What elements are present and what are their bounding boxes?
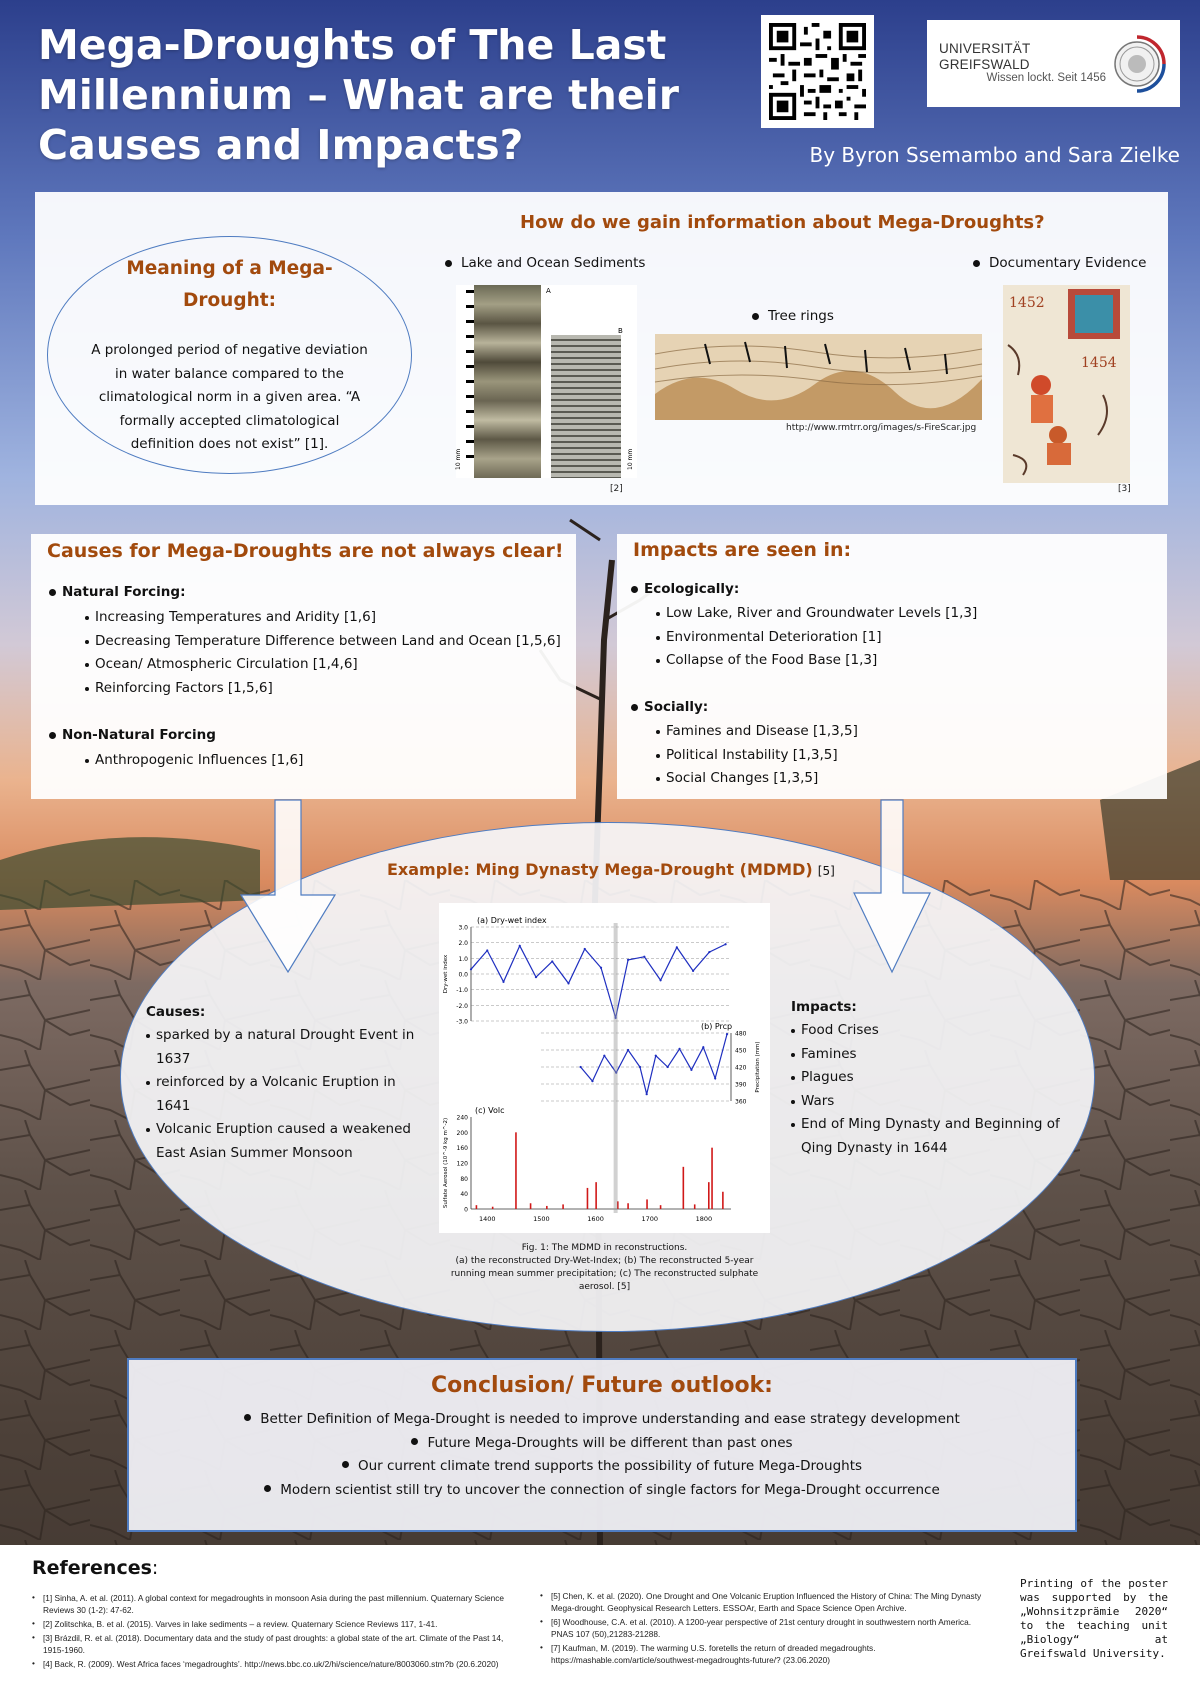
conclusion-title: Conclusion/ Future outlook: xyxy=(431,1373,773,1398)
chart-point xyxy=(519,945,521,947)
sediments-caption: [2] xyxy=(610,484,623,494)
documentary-caption: [3] xyxy=(1118,484,1131,494)
sediment-scale-b: 10 mm xyxy=(627,448,634,470)
chart-point xyxy=(643,956,645,958)
example-causes xyxy=(146,1000,416,1165)
chart-y-tick-label: 390 xyxy=(735,1081,747,1089)
conclusion-item: Modern scientist still try to uncover the connection of single factors for Mega-Drought occurrence xyxy=(129,1479,1075,1503)
ecological-item: Collapse of the Food Base [1,3] xyxy=(656,649,977,673)
chart-y-tick-label: 80 xyxy=(460,1175,468,1183)
info-heading: How do we gain information about Mega-Droughts? xyxy=(520,212,1045,233)
sediment-scale-a: 10 mm xyxy=(455,448,462,470)
sediments-label: Lake and Ocean Sediments xyxy=(445,255,645,271)
chart-point xyxy=(551,960,553,962)
documentary-label: Documentary Evidence xyxy=(973,255,1146,271)
chart-series-line xyxy=(581,1034,727,1094)
chart-point xyxy=(702,1046,704,1048)
natural-item: Ocean/ Atmospheric Circulation [1,4,6] xyxy=(85,653,561,677)
chart-y-tick-label: 240 xyxy=(456,1114,468,1122)
meaning-title: Meaning of a Mega-Drought: xyxy=(126,258,333,311)
example-cause-item: Volcanic Eruption caused a weakened East Asian Summer Monsoon xyxy=(146,1118,416,1165)
chart-point xyxy=(726,1033,728,1035)
authors: By Byron Ssemambo and Sara Zielke xyxy=(809,143,1180,167)
references-section xyxy=(0,1545,1200,1697)
reference-item: • [3] Brázdil, R. et al. (2018). Documentary data and the study of past droughts: a global state of the art. Climate of the Past 14, 1915-1960. xyxy=(32,1632,510,1656)
codex-year-1: 1452 xyxy=(1009,295,1045,311)
causes-panel xyxy=(31,534,576,799)
natural-item: Reinforcing Factors [1,5,6] xyxy=(85,677,561,701)
codex-year-2: 1454 xyxy=(1081,355,1117,371)
chart-point xyxy=(708,951,710,953)
chart-point xyxy=(690,1069,692,1071)
conclusion-item: Better Definition of Mega-Drought is needed to improve understanding and ease strategy development xyxy=(129,1408,1075,1432)
chart-point xyxy=(646,1093,648,1095)
nonnatural-forcing-label: Non-Natural Forcing xyxy=(49,727,216,743)
chart-point xyxy=(603,1055,605,1057)
social-item: Famines and Disease [1,3,5] xyxy=(656,720,858,744)
chart-y-tick-label: 360 xyxy=(735,1098,747,1106)
ecological-label: Ecologically: xyxy=(631,581,739,597)
chart-highlight-band xyxy=(614,923,618,1213)
chart-y-tick-label: 450 xyxy=(735,1047,747,1055)
chart-x-tick-label: 1700 xyxy=(641,1215,659,1223)
chart-y-tick-label: -2.0 xyxy=(456,1002,468,1010)
mdmd-chart xyxy=(439,903,770,1233)
chart-point xyxy=(639,1066,641,1068)
chart-point xyxy=(591,1080,593,1082)
social-item: Social Changes [1,3,5] xyxy=(656,767,858,791)
mdmd-figure xyxy=(439,903,770,1233)
chart-y-tick-label: 40 xyxy=(460,1191,468,1199)
chart-point xyxy=(667,1066,669,1068)
chart-point xyxy=(659,979,661,981)
chart-x-tick-label: 1500 xyxy=(533,1215,550,1223)
example-impacts xyxy=(791,995,1061,1160)
chart-point xyxy=(567,982,569,984)
chart-y-label: Precipitation (mm) xyxy=(755,1041,761,1093)
social-label: Socially: xyxy=(631,699,708,715)
university-logo[interactable] xyxy=(927,20,1180,107)
chart-point xyxy=(470,968,472,970)
conclusion-item: Our current climate trend supports the possibility of future Mega-Droughts xyxy=(129,1455,1075,1479)
example-impact-item: Famines xyxy=(791,1043,1061,1067)
chart-y-tick-label: 0 xyxy=(464,1206,468,1214)
chart-series-line xyxy=(471,944,726,1018)
chart-y-tick-label: 3.0 xyxy=(458,924,468,932)
natural-item: Increasing Temperatures and Aridity [1,6] xyxy=(85,606,561,630)
chart-point xyxy=(678,1048,680,1050)
chart-point xyxy=(714,1077,716,1079)
example-impacts-label: Impacts: xyxy=(791,999,857,1015)
causes-title: Causes for Mega-Droughts are not always clear! xyxy=(47,540,564,562)
chart-y-tick-label: 420 xyxy=(735,1064,747,1072)
chart-x-tick-label: 1800 xyxy=(695,1215,713,1223)
chart-y-tick-label: -1.0 xyxy=(456,987,468,995)
chart-x-tick-label: 1400 xyxy=(478,1215,496,1223)
chart-point xyxy=(600,967,602,969)
poster-title: Mega-Droughts of The Last Millennium – What are their Causes and Impacts? xyxy=(38,21,679,169)
impacts-panel xyxy=(617,534,1167,799)
printing-note: Printing of the poster was supported by the „Wohnsitzprämie 2020“ to the teaching unit „Biology“ at Greifswald University. xyxy=(1020,1577,1168,1660)
chart-y-label: Dry-wet index xyxy=(443,954,449,994)
university-seal-icon xyxy=(1106,33,1168,95)
sediments-image xyxy=(456,285,637,478)
reference-item: • [5] Chen, K. et al. (2020). One Drought and One Volcanic Eruption Influenced the History of China: The Ming Dynasty Mega-drought. Geophysical Research Letters. ESSOAr, Earth and Space Science Open Archive. xyxy=(540,1590,995,1614)
chart-point xyxy=(627,1049,629,1051)
chart-point xyxy=(692,970,694,972)
ecological-item: Low Lake, River and Groundwater Levels [1,3] xyxy=(656,602,977,626)
social-item: Political Instability [1,3,5] xyxy=(656,744,858,768)
example-impact-item: Wars xyxy=(791,1090,1061,1114)
references-title: References: xyxy=(32,1557,159,1579)
reference-item: • [6] Woodhouse, C.A. et al. (2010). A 1200-year perspective of 21st century drought in southwestern north America. PNAS 107 (50),21283-21288. xyxy=(540,1616,995,1640)
qr-code[interactable] xyxy=(761,15,874,128)
chart-point xyxy=(676,946,678,948)
documentary-image xyxy=(1003,285,1130,483)
chart-point xyxy=(655,1055,657,1057)
chart-y-tick-label: -3.0 xyxy=(456,1018,468,1026)
example-causes-label: Causes: xyxy=(146,1004,206,1020)
impacts-title: Impacts are seen in: xyxy=(633,539,852,561)
chart-y-tick-label: 480 xyxy=(735,1030,747,1038)
chart-point xyxy=(502,981,504,983)
example-impact-item: Food Crises xyxy=(791,1019,1061,1043)
chart-y-tick-label: 1.0 xyxy=(458,955,468,963)
nonnatural-item: Anthropogenic Influences [1,6] xyxy=(85,749,303,773)
chart-point xyxy=(535,976,537,978)
conclusion-panel xyxy=(127,1358,1077,1532)
chart-panel-title: (a) Dry-wet index xyxy=(477,916,547,925)
chart-y-tick-label: 0.0 xyxy=(458,971,468,979)
qr-code-icon xyxy=(769,23,866,120)
logo-motto: Wissen lockt. Seit 1456 xyxy=(986,72,1106,85)
example-cause-item: sparked by a natural Drought Event in 1637 xyxy=(146,1024,416,1071)
natural-forcing-label: Natural Forcing: xyxy=(49,584,185,600)
chart-panel-title: (c) Volc xyxy=(475,1106,505,1115)
chart-point xyxy=(584,948,586,950)
figure-caption: Fig. 1: The MDMD in reconstructions. (a) the reconstructed Dry-Wet-Index; (b) The reconstructed 5-year running mean summer precipitation; (c) The reconstructed sulphate aerosol. [5] xyxy=(450,1243,759,1292)
tree-rings-caption: http://www.rmtrr.org/images/s-FireScar.jpg xyxy=(786,423,977,433)
chart-y-tick-label: 120 xyxy=(456,1160,468,1168)
reference-item: • [4] Back, R. (2009). West Africa faces ‘megadroughts’. http://news.bbc.co.uk/2/hi/science/nature/8003060.stm?b (20.6.2020) xyxy=(32,1658,510,1670)
sediment-letter-b: B xyxy=(618,327,623,335)
conclusion-item: Future Mega-Droughts will be different than past ones xyxy=(129,1432,1075,1456)
chart-y-label: Sulfate Aerosol (10^-9 kg m^-2) xyxy=(443,1117,449,1209)
arrow-down-left-icon xyxy=(238,800,338,975)
chart-point xyxy=(579,1066,581,1068)
chart-point xyxy=(486,949,488,951)
example-cause-item: reinforced by a Volcanic Eruption in 1641 xyxy=(146,1071,416,1118)
tree-rings-label: Tree rings xyxy=(752,308,834,324)
meaning-body: A prolonged period of negative deviation in water balance compared to the climatological norm in a given area. “A formally accepted climatological definition does not exist” [1]. xyxy=(91,342,368,452)
example-title: Example: Ming Dynasty Mega-Drought (MDMD) [5] xyxy=(387,860,835,879)
chart-x-tick-label: 1600 xyxy=(587,1215,604,1223)
chart-y-tick-label: 160 xyxy=(456,1145,468,1153)
chart-y-tick-label: 200 xyxy=(456,1129,468,1137)
chart-point xyxy=(627,959,629,961)
tree-rings-image xyxy=(655,334,982,420)
natural-item: Decreasing Temperature Difference between Land and Ocean [1,5,6] xyxy=(85,630,561,654)
chart-point xyxy=(724,943,726,945)
meaning-ellipse xyxy=(47,236,412,474)
chart-panel-title: (b) Prcp xyxy=(701,1022,733,1031)
chart-y-tick-label: 2.0 xyxy=(458,940,468,948)
logo-name: UNIVERSITÄT GREIFSWALD xyxy=(939,41,1031,72)
arrow-down-right-icon xyxy=(850,800,934,975)
ecological-item: Environmental Deterioration [1] xyxy=(656,626,977,650)
reference-item: • [2] Zolitschka, B. et al. (2015). Varves in lake sediments – a review. Quaternary Science Reviews 117, 1-41. xyxy=(32,1618,510,1630)
reference-item: • [7] Kaufman, M. (2019). The warming U.S. foretells the return of dreaded megadroughts. https://mashable.com/article/southwest-megadroughts-future/? (23.06.2020) xyxy=(540,1642,995,1666)
sediment-letter-a: A xyxy=(546,287,551,295)
example-impact-item: End of Ming Dynasty and Beginning of Qing Dynasty in 1644 xyxy=(791,1113,1061,1160)
example-impact-item: Plagues xyxy=(791,1066,1061,1090)
reference-item: • [1] Sinha, A. et al. (2011). A global context for megadroughts in monsoon Asia during the past millennium. Quaternary Science Reviews 30 (1-2): 47-62. xyxy=(32,1592,510,1616)
